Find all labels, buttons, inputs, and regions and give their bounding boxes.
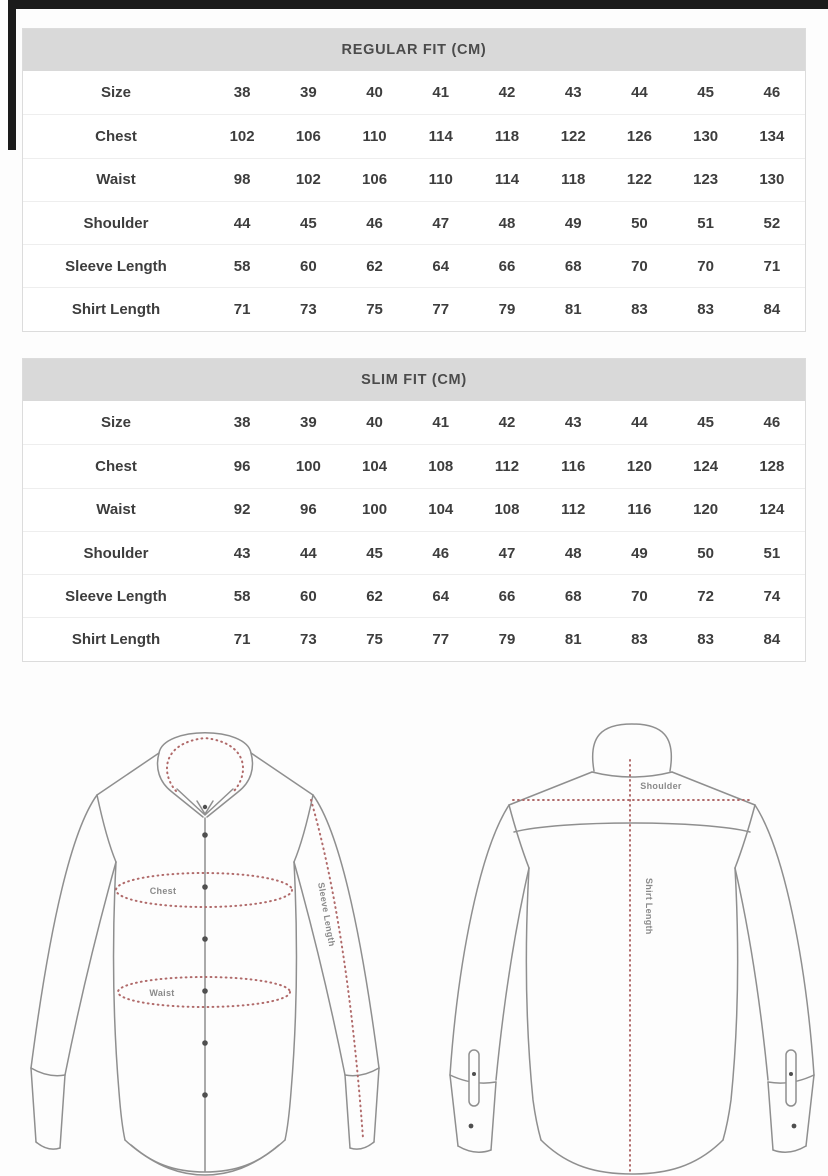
- value-cell: 110: [428, 171, 453, 189]
- value-cell: 116: [561, 457, 586, 475]
- row-label: Size: [100, 84, 131, 102]
- table-row: [23, 444, 805, 487]
- value-cell: 122: [560, 127, 586, 145]
- value-cell: 40: [366, 414, 383, 432]
- waist-label: Waist: [149, 988, 175, 998]
- value-cell: 50: [697, 544, 714, 562]
- value-cell: 71: [763, 257, 781, 275]
- value-cell: 73: [299, 301, 317, 319]
- table-row: [23, 244, 805, 287]
- regular-fit-table-body: [23, 71, 805, 331]
- value-cell: 45: [697, 84, 714, 102]
- value-cell: 47: [498, 544, 516, 562]
- table-row: [23, 488, 805, 531]
- value-cell: 112: [561, 501, 586, 519]
- row-label: Chest: [95, 457, 137, 475]
- regular-fit-table-title: REGULAR FIT (CM): [23, 29, 805, 71]
- shirt-front-diagram: [31, 733, 379, 1175]
- value-cell: 39: [299, 414, 317, 432]
- value-cell: 60: [299, 257, 317, 275]
- row-label: Sleeve Length: [65, 257, 167, 275]
- value-cell: 64: [432, 257, 450, 275]
- shirt-back-diagram: [450, 724, 814, 1174]
- sleeve-length-label: Sleeve Length: [316, 881, 338, 948]
- value-cell: 49: [631, 544, 648, 562]
- value-cell: 50: [631, 214, 648, 232]
- chest-measure-line: [116, 873, 292, 907]
- value-cell: 71: [233, 631, 251, 649]
- value-cell: 102: [295, 171, 321, 189]
- value-cell: 100: [362, 501, 388, 519]
- value-cell: 44: [299, 544, 317, 562]
- value-cell: 96: [233, 457, 251, 475]
- value-cell: 104: [428, 501, 454, 519]
- value-cell: 58: [233, 257, 251, 275]
- value-cell: 73: [299, 631, 317, 649]
- table-row: [23, 531, 805, 574]
- value-cell: 108: [494, 501, 520, 519]
- value-cell: 51: [697, 214, 714, 232]
- value-cell: 47: [432, 214, 450, 232]
- front-collar: [158, 733, 253, 817]
- value-cell: 112: [494, 457, 520, 475]
- table-row: [23, 158, 805, 201]
- value-cell: 44: [631, 414, 648, 432]
- value-cell: 52: [763, 214, 781, 232]
- value-cell: 120: [626, 457, 652, 475]
- value-cell: 60: [299, 587, 317, 605]
- right-cuff-placket: [786, 1050, 796, 1106]
- value-cell: 44: [233, 214, 251, 232]
- value-cell: 62: [366, 587, 383, 605]
- value-cell: 126: [626, 127, 652, 145]
- value-cell: 104: [362, 457, 388, 475]
- value-cell: 44: [631, 84, 648, 102]
- value-cell: 38: [233, 84, 251, 102]
- value-cell: 83: [697, 631, 714, 649]
- value-cell: 123: [693, 171, 719, 189]
- value-cell: 66: [498, 587, 516, 605]
- value-cell: 96: [299, 501, 317, 519]
- value-cell: 42: [498, 84, 516, 102]
- measurement-diagram: [0, 690, 828, 1176]
- collar-measure-line: [167, 738, 243, 791]
- value-cell: 108: [428, 457, 454, 475]
- value-cell: 42: [498, 414, 516, 432]
- value-cell: 46: [763, 414, 781, 432]
- row-label: Waist: [96, 501, 136, 519]
- table-row: [23, 574, 805, 617]
- value-cell: 70: [631, 587, 648, 605]
- row-label: Shoulder: [83, 214, 149, 232]
- value-cell: 70: [631, 257, 648, 275]
- row-label: Sleeve Length: [65, 587, 167, 605]
- value-cell: 41: [432, 414, 450, 432]
- value-cell: 79: [498, 301, 516, 319]
- value-cell: 48: [498, 214, 516, 232]
- value-cell: 114: [428, 127, 453, 145]
- value-cell: 120: [693, 501, 719, 519]
- value-cell: 68: [564, 587, 582, 605]
- value-cell: 66: [498, 257, 516, 275]
- value-cell: 81: [564, 631, 582, 649]
- value-cell: 124: [693, 457, 719, 475]
- value-cell: 79: [498, 631, 516, 649]
- row-label: Size: [100, 414, 131, 432]
- value-cell: 74: [763, 587, 781, 605]
- left-border-bar: [8, 0, 16, 150]
- value-cell: 40: [366, 84, 383, 102]
- value-cell: 43: [233, 544, 251, 562]
- row-label: Waist: [96, 171, 136, 189]
- value-cell: 130: [759, 171, 785, 189]
- value-cell: 51: [763, 544, 781, 562]
- value-cell: 106: [362, 171, 388, 189]
- regular-fit-table: [22, 28, 806, 332]
- value-cell: 38: [233, 414, 251, 432]
- value-cell: 46: [366, 214, 383, 232]
- value-cell: 64: [432, 587, 450, 605]
- table-row: [23, 114, 805, 157]
- value-cell: 98: [233, 171, 251, 189]
- value-cell: 128: [759, 457, 785, 475]
- value-cell: 84: [763, 631, 781, 649]
- row-label: Shoulder: [83, 544, 149, 562]
- value-cell: 124: [759, 501, 785, 519]
- value-cell: 114: [494, 171, 520, 189]
- value-cell: 100: [295, 457, 321, 475]
- value-cell: 84: [763, 301, 781, 319]
- value-cell: 43: [564, 84, 582, 102]
- value-cell: 116: [627, 501, 652, 519]
- left-cuff-placket: [469, 1050, 479, 1106]
- value-cell: 130: [693, 127, 719, 145]
- value-cell: 46: [432, 544, 450, 562]
- value-cell: 41: [432, 84, 450, 102]
- value-cell: 43: [564, 414, 582, 432]
- row-label: Chest: [95, 127, 137, 145]
- value-cell: 102: [229, 127, 255, 145]
- row-label: Shirt Length: [71, 631, 161, 649]
- value-cell: 45: [697, 414, 714, 432]
- value-cell: 106: [295, 127, 321, 145]
- shirt-length-label: Shirt Length: [644, 878, 654, 935]
- value-cell: 77: [432, 631, 450, 649]
- value-cell: 62: [366, 257, 383, 275]
- table-row: [23, 617, 805, 660]
- chest-label: Chest: [149, 886, 177, 896]
- value-cell: 70: [697, 257, 714, 275]
- value-cell: 118: [494, 127, 520, 145]
- slim-fit-table: [22, 358, 806, 662]
- value-cell: 75: [366, 301, 383, 319]
- value-cell: 39: [299, 84, 317, 102]
- shoulder-label: Shoulder: [640, 781, 682, 791]
- value-cell: 45: [299, 214, 317, 232]
- slim-fit-table-title: SLIM FIT (CM): [23, 359, 805, 401]
- collar-button: [203, 805, 207, 809]
- value-cell: 45: [366, 544, 383, 562]
- value-cell: 46: [763, 84, 781, 102]
- value-cell: 72: [697, 587, 714, 605]
- value-cell: 122: [626, 171, 652, 189]
- value-cell: 92: [233, 501, 251, 519]
- top-border-bar: [8, 0, 828, 9]
- value-cell: 134: [759, 127, 785, 145]
- value-cell: 118: [561, 171, 586, 189]
- value-cell: 71: [233, 301, 251, 319]
- value-cell: 83: [697, 301, 714, 319]
- table-row: [23, 71, 805, 114]
- row-label: Shirt Length: [71, 301, 161, 319]
- value-cell: 77: [432, 301, 450, 319]
- value-cell: 75: [366, 631, 383, 649]
- table-row: [23, 401, 805, 444]
- value-cell: 83: [631, 631, 648, 649]
- table-row: [23, 287, 805, 330]
- value-cell: 58: [233, 587, 251, 605]
- value-cell: 81: [564, 301, 582, 319]
- value-cell: 48: [564, 544, 582, 562]
- table-row: [23, 201, 805, 244]
- value-cell: 68: [564, 257, 582, 275]
- value-cell: 49: [564, 214, 582, 232]
- value-cell: 110: [362, 127, 387, 145]
- value-cell: 83: [631, 301, 648, 319]
- slim-fit-table-body: [23, 401, 805, 661]
